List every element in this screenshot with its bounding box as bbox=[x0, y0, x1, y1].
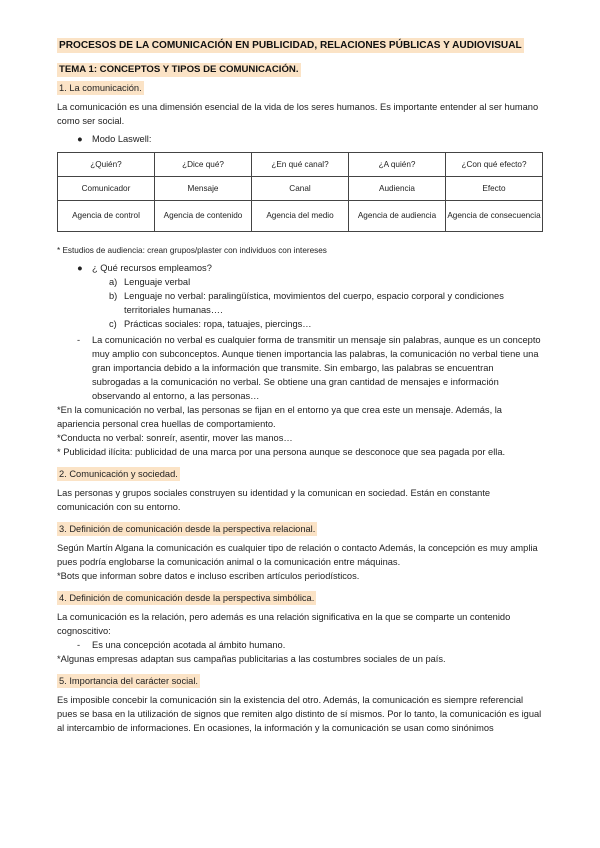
table-cell: ¿Dice qué? bbox=[155, 153, 252, 177]
document-title: PROCESOS DE LA COMUNICACIÓN EN PUBLICIDAD, RELACIONES PÚBLICAS Y AUDIOVISUAL bbox=[59, 40, 522, 51]
section-3-heading: 3. Definición de comunicación desde la perspectiva relacional. bbox=[59, 524, 316, 534]
tema-heading: TEMA 1: CONCEPTOS Y TIPOS DE COMUNICACIÓN. bbox=[59, 64, 299, 75]
table-row bbox=[58, 177, 543, 201]
document-page bbox=[57, 38, 543, 739]
table-cell: Agencia del medio bbox=[252, 201, 349, 232]
note-text: *Algunas empresas adaptan sus campañas publicitarias a las costumbres sociales de un país. bbox=[57, 654, 446, 664]
section-4-heading: 4. Definición de comunicación desde la perspectiva simbólica. bbox=[59, 593, 315, 603]
table-cell: ¿Quién? bbox=[58, 153, 155, 177]
laswell-table bbox=[57, 152, 543, 232]
table-cell: Audiencia bbox=[349, 177, 446, 201]
note-text: *En la comunicación no verbal, las personas se fijan en el entorno ya que crea este un mensaje. Además, la apariencia personal crea huellas de comportamiento. bbox=[57, 405, 502, 429]
table-cell: Agencia de audiencia bbox=[349, 201, 446, 232]
table-cell: Agencia de control bbox=[58, 201, 155, 232]
note-text: * Publicidad ilícita: publicidad de una marca por una persona aunque se desconoce que sea pagada por ella. bbox=[57, 447, 506, 457]
table-cell: ¿A quién? bbox=[349, 153, 446, 177]
table-cell: Agencia de contenido bbox=[155, 201, 252, 232]
table-row bbox=[58, 201, 543, 232]
sub-item-b: b) Lenguaje no verbal: paralingüística, movimientos del cuerpo, espacio corporal y condiciones territoriales humanas…. bbox=[109, 291, 504, 315]
dash-item: - La comunicación no verbal es cualquier forma de transmitir un mensaje sin palabras, aunque es un concepto muy amplio con subconceptos. Aunque tienen importancia las palabras, la comunicación no verbal tiene una gran importancia debido a la información que transmite. Sin embargo, las palabras se encuentran subrogadas a la comunicación no verbal. Se obtiene una gran cantidad de mensajes e información observando al entorno, a las personas… bbox=[77, 335, 541, 401]
section-4-text: La comunicación es la relación, pero además es una relación significativa en la que se comparte un contenido cognoscitivo: bbox=[57, 612, 511, 636]
bullet-item: ● ¿ Qué recursos empleamos? bbox=[77, 263, 212, 273]
note-text: *Bots que informan sobre datos e incluso escriben artículos periodísticos. bbox=[57, 571, 360, 581]
table-cell: Efecto bbox=[446, 177, 543, 201]
section-3-text: Según Martín Algana la comunicación es cualquier tipo de relación o contacto Además, la concepción es muy amplia pues podría englobarse la comunicación animal o la comunicación entre máquinas. bbox=[57, 543, 538, 567]
table-cell: ¿En qué canal? bbox=[252, 153, 349, 177]
section-5-text: Es imposible concebir la comunicación sin la existencia del otro. Además, la comunicación es siempre referencial pues se basa en la utilización de signos que remiten algo distinto de sí mismos. Por lo tanto, la comunicación es igual al intercambio de informaciones. En ocasiones, la información y la comunicación se usan como sinónimos bbox=[57, 695, 542, 733]
sub-item-a: a) Lenguaje verbal bbox=[109, 277, 191, 287]
table-cell: Mensaje bbox=[155, 177, 252, 201]
dash-item: - Es una concepción acotada al ámbito humano. bbox=[77, 640, 286, 650]
section-1-heading: 1. La comunicación. bbox=[59, 83, 142, 93]
section-5-heading: 5. Importancia del carácter social. bbox=[59, 676, 198, 686]
bullet-item: ● Modo Laswell: bbox=[77, 134, 152, 144]
sub-item-c: c) Prácticas sociales: ropa, tatuajes, piercings… bbox=[109, 319, 312, 329]
bullet-dot-icon: ● bbox=[77, 263, 83, 273]
table-cell: Canal bbox=[252, 177, 349, 201]
table-cell: Agencia de consecuencia bbox=[446, 201, 543, 232]
section-2-heading: 2. Comunicación y sociedad. bbox=[59, 469, 178, 479]
table-header-row bbox=[58, 153, 543, 177]
bullet-dot-icon: ● bbox=[77, 134, 83, 144]
table-cell: Comunicador bbox=[58, 177, 155, 201]
table-cell: ¿Con qué efecto? bbox=[446, 153, 543, 177]
section-2-text: Las personas y grupos sociales construyen su identidad y la comunican en sociedad. Están en constante comunicación con su entorno. bbox=[57, 488, 491, 512]
audience-note: * Estudios de audiencia: crean grupos/plaster con individuos con intereses bbox=[57, 246, 327, 255]
note-text: *Conducta no verbal: sonreír, asentir, mover las manos… bbox=[57, 433, 293, 443]
section-1-intro: La comunicación es una dimensión esencial de la vida de los seres humanos. Es importante entender al ser humano como ser social. bbox=[57, 102, 539, 126]
